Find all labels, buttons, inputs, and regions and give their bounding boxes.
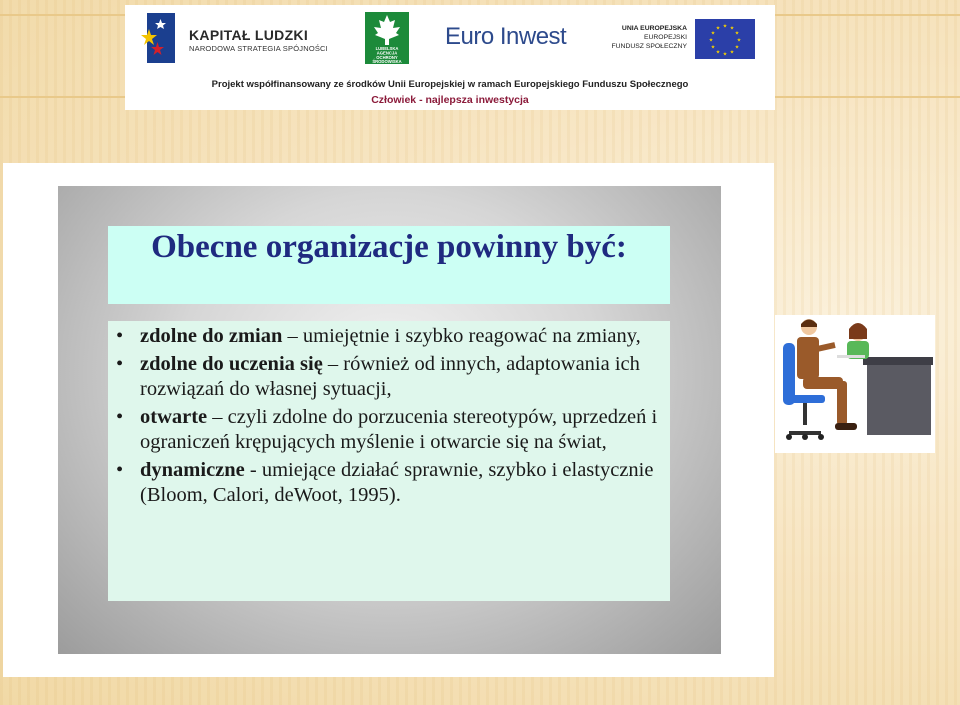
svg-text:★: ★	[715, 49, 721, 56]
svg-text:★: ★	[729, 49, 735, 56]
loos-text-line-2: AGENCJA	[376, 50, 398, 56]
ue-line-1: UNIA EUROPEJSKA	[621, 25, 687, 32]
svg-text:★: ★	[722, 51, 728, 58]
svg-text:★: ★	[729, 25, 735, 32]
list-item	[116, 458, 662, 508]
ue-line-2: EUROPEJSKI	[643, 34, 687, 41]
eu-flag-icon	[695, 19, 755, 59]
svg-text:★: ★	[734, 44, 740, 51]
title-box	[108, 226, 670, 304]
item-description: – czyli zdolne do porzucenia stereotypów, uprzedzeń i ograniczeń krępujących myślenie i otwarcie się na świat,	[140, 406, 658, 453]
header-banner	[125, 5, 775, 110]
item-description: – również od innych, adaptowania ich rozwiązań do własnej sytuacji,	[140, 353, 640, 400]
euro-inwest-logo: Euro Inwest	[445, 23, 567, 50]
item-keyword: zdolne do uczenia się	[140, 353, 323, 375]
item-description: - umiejące działać sprawnie, szybko i elastycznie (Bloom, Calori, deWoot, 1995).	[140, 459, 654, 506]
bullet-icon: •	[116, 353, 124, 375]
project-slogan: Człowiek - najlepsza inwestycja	[371, 94, 529, 106]
svg-text:★: ★	[710, 30, 716, 37]
svg-text:★: ★	[736, 37, 742, 44]
project-cofinanced-text: Projekt współfinansowany ze środków Unii Europejskiej w ramach Europejskiego Funduszu Społecznego	[211, 79, 689, 90]
slide-image	[58, 186, 721, 654]
list-item	[116, 405, 662, 455]
slide-title: Obecne organizacje powinny być:	[151, 229, 627, 265]
list-item	[116, 352, 662, 402]
svg-text:★: ★	[734, 30, 740, 37]
interview-clipart	[775, 315, 935, 453]
list-item	[116, 324, 662, 349]
kapital-ludzki-subtitle: NARODOWA STRATEGIA SPÓJNOŚCI	[189, 44, 328, 53]
kapital-ludzki-logo-icon	[139, 13, 179, 63]
slide-panel	[3, 163, 774, 677]
bullet-list	[108, 321, 670, 508]
loos-text-line-1: LUBELSKA	[375, 46, 399, 51]
svg-text:★: ★	[715, 25, 721, 32]
bullet-icon: •	[116, 459, 124, 481]
loos-text-line-4: ŚRODOWISKA	[372, 59, 402, 64]
item-keyword: dynamiczne	[140, 459, 245, 481]
content-box	[108, 321, 670, 601]
item-keyword: zdolne do zmian	[140, 325, 283, 347]
item-description: – umiejętnie i szybko reagować na zmiany,	[282, 325, 641, 347]
kapital-ludzki-title: KAPITAŁ LUDZKI	[189, 27, 309, 43]
svg-text:★: ★	[722, 23, 728, 30]
interview-clipart-icon	[775, 315, 935, 453]
bullet-icon: •	[116, 406, 124, 428]
maple-leaf-logo-icon	[365, 12, 409, 64]
svg-text:★: ★	[710, 44, 716, 51]
svg-text:★: ★	[708, 37, 714, 44]
ue-text-block	[605, 24, 687, 51]
item-keyword: otwarte	[140, 406, 208, 428]
ue-line-3: FUNDUSZ SPOŁECZNY	[611, 43, 687, 50]
bullet-icon: •	[116, 325, 124, 347]
loos-text-line-3: OCHRONY	[376, 55, 398, 60]
